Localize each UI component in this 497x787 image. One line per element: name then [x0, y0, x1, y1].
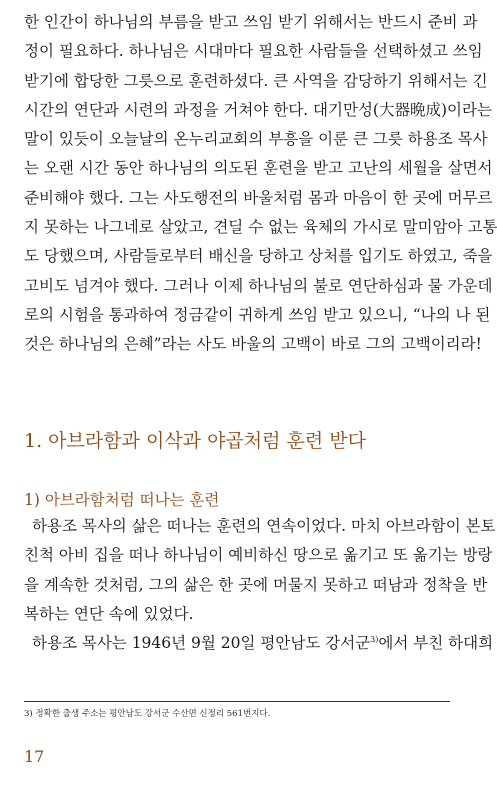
text-line: 한 인간이 하나님의 부름을 받고 쓰임 받기 위해서는 반드시 준비 과	[24, 13, 478, 31]
text-line	[24, 629, 494, 658]
text-line: 정이 필요하다. 하나님은 시대마다 필요한 사람들을 선택하셨고 쓰임	[24, 42, 483, 61]
footnote: 3) 정확한 출생 주소는 평안남도 강서군 수산면 신정리 561번지다.	[24, 709, 271, 719]
text-line: 준비해야 했다. 그는 사도행전의 바울처럼 몸과 마음이 한 곳에 머무르	[24, 188, 493, 207]
text-line: 복하는 연단 속에 있었다.	[24, 604, 194, 623]
intro-paragraph	[24, 8, 497, 360]
footnote-divider	[24, 701, 450, 702]
text-line: 친척 아비 집을 떠나 하나님이 예비하신 땅으로 옮기고 또 옮기는 방랑	[24, 546, 493, 565]
body-paragraph	[24, 512, 496, 629]
section-heading: 1. 아브라함과 이삭과 야곱처럼 훈련 받다	[24, 430, 366, 452]
text-line: 말이 있듯이 오늘날의 온누리교회의 부흥을 이룬 큰 그릇 하용조 목사	[24, 130, 488, 149]
text-line: 지 못하는 나그네로 살았고, 견딜 수 없는 육체의 가시로 말미암아 고통	[24, 218, 497, 237]
text-line: 받기에 합당한 그릇으로 훈련하셨다. 큰 사역을 감당하기 위해서는 긴	[24, 71, 488, 90]
text-line: 하용조 목사의 삶은 떠나는 훈련의 연속이었다. 마치 아브라함이 본토	[32, 517, 496, 535]
text-line: 고비도 넘겨야 했다. 그러나 이제 하나님의 불로 연단하심과 물 가운데	[24, 276, 493, 295]
body-paragraph	[24, 629, 494, 658]
sub-heading: 1) 아브라함처럼 떠나는 훈련	[24, 491, 220, 509]
text-line: 시간의 연단과 시련의 과정을 거쳐야 한다. 대기만성(大器晩成)이라는	[24, 100, 492, 119]
text-line: 도 당했으며, 사람들로부터 배신을 당하고 상처를 입기도 하였고, 죽을	[24, 247, 493, 266]
text-line: 는 오랜 시간 동안 하나님의 의도된 훈련을 받고 고난의 세월을 살면서	[24, 159, 493, 178]
page-number: 17	[24, 747, 45, 766]
text-segment: 하용조 목사는 1946년 9월 20일 평안남도 강서군	[32, 634, 371, 652]
footnote-reference: 3)	[370, 634, 379, 644]
text-line: 을 계속한 것처럼, 그의 삶은 한 곳에 머물지 못하고 떠남과 정착을 반	[24, 575, 488, 594]
text-line: 로의 시험을 통과하여 정금같이 귀하게 쓰임 받고 있으니, “나의 나 된	[24, 305, 491, 324]
text-line: 것은 하나님의 은혜”라는 사도 바울의 고백이 바로 그의 고백이리라!	[24, 335, 482, 354]
text-segment: 에서 부친 하대희	[378, 634, 494, 652]
